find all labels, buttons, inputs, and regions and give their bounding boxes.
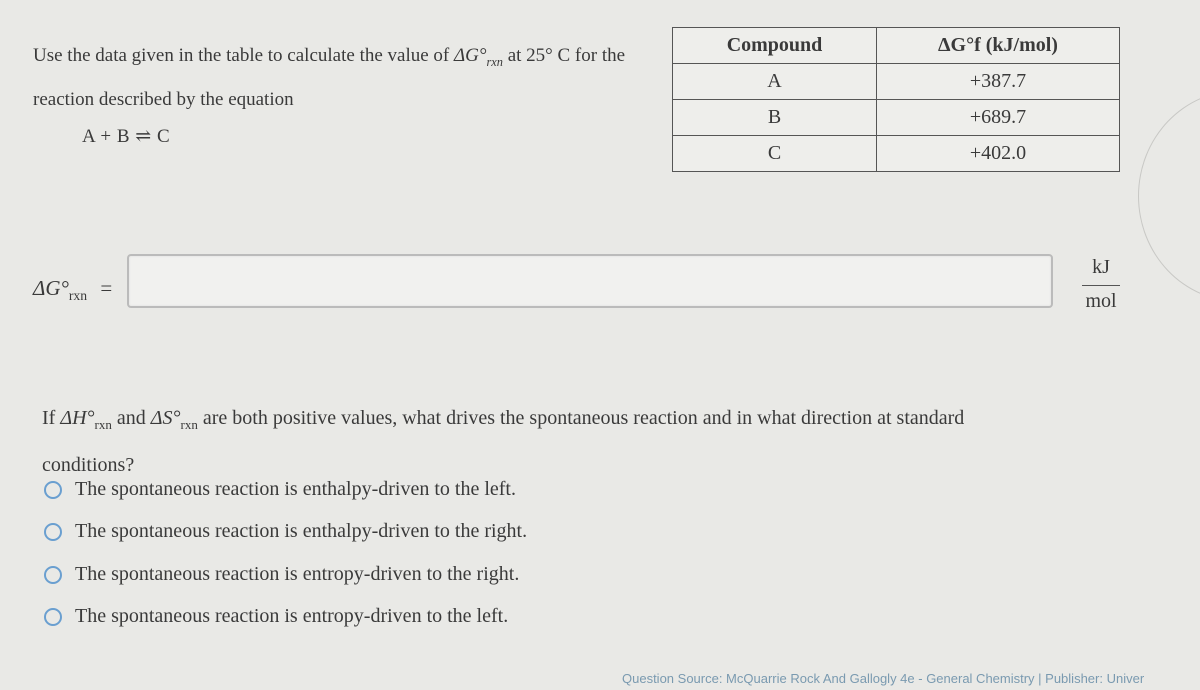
radio-button[interactable] (44, 481, 62, 499)
compound-cell: A (673, 64, 877, 100)
value-cell: +402.0 (877, 136, 1120, 172)
table-row (673, 64, 1120, 100)
question-2-text: If $\Delta H^\circ_{rxn}$ and $\Delta S^\circ_{rxn}$ are both positive values, what drives the spontaneous reaction and in what direction at standard conditions? (42, 407, 965, 476)
table-row (673, 100, 1120, 136)
option-enthalpy-right[interactable] (44, 520, 527, 543)
table-header-row (673, 28, 1120, 64)
table-row (673, 136, 1120, 172)
compound-cell: B (673, 100, 877, 136)
radio-button[interactable] (44, 566, 62, 584)
unit-numerator: kJ (1092, 256, 1110, 278)
option-label: The spontaneous reaction is enthalpy-driven to the right. (75, 520, 528, 542)
compound-cell: C (673, 136, 877, 172)
option-entropy-right[interactable] (44, 563, 519, 586)
radio-button[interactable] (44, 523, 62, 541)
question-1-text: Use the data given in the table to calculate the value of $\Delta G^\circ_{rxn}$ at 25° C for the reaction described by the equation (33, 45, 626, 110)
unit-fraction (1082, 256, 1120, 313)
option-label: The spontaneous reaction is entropy-driven to the right. (75, 563, 520, 585)
decorative-curve (1138, 90, 1200, 302)
unit-denominator: mol (1085, 290, 1117, 312)
option-label: The spontaneous reaction is entropy-driven to the left. (75, 605, 509, 627)
question-source-footer: Question Source: McQuarrie Rock And Gallogly 4e - General Chemistry | Publisher: Univer (622, 671, 1145, 686)
radio-button[interactable] (44, 608, 62, 626)
header-delta-g: ΔG°f (kJ/mol) (877, 28, 1120, 64)
answer-label: $\Delta G^\circ_{rxn}$ = (33, 276, 113, 304)
value-cell: +387.7 (877, 64, 1120, 100)
option-entropy-left[interactable] (44, 605, 508, 628)
option-label: The spontaneous reaction is enthalpy-driven to the left. (75, 478, 516, 500)
option-enthalpy-left[interactable] (44, 478, 516, 501)
value-cell: +689.7 (877, 100, 1120, 136)
thermo-data-table (672, 27, 1120, 172)
fraction-bar (1082, 285, 1120, 286)
header-compound: Compound (673, 28, 877, 64)
reaction-equation: A + B ⇌ C (82, 126, 171, 147)
answer-input[interactable] (127, 254, 1053, 308)
